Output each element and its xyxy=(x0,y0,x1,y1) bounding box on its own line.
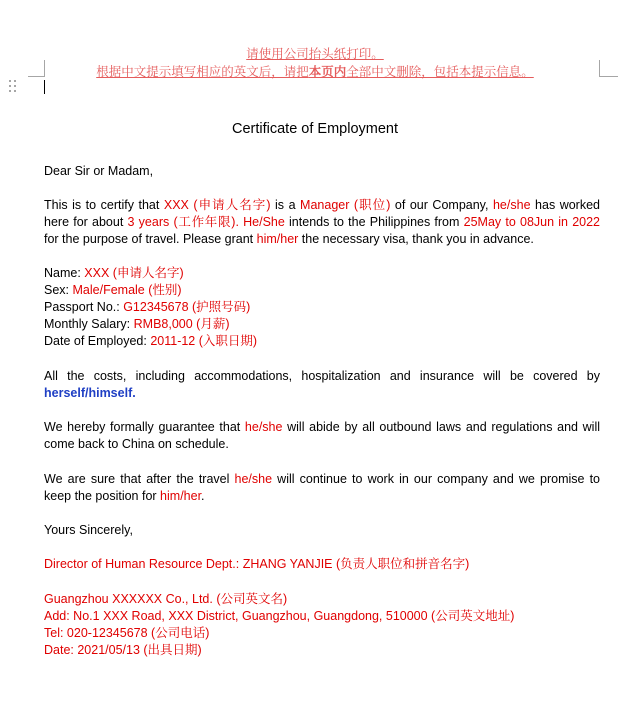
issue-date: Date: 2021/05/13 (出具日期) xyxy=(44,643,202,657)
cost-bearer-field: herself/himself. xyxy=(44,386,136,400)
text: All the costs, including accommodations, hospitalization and insurance will be covered by xyxy=(44,369,600,383)
signer: Director of Human Resource Dept.: ZHANG YANJIE (负责人职位和拼音名字) xyxy=(44,557,470,571)
pronoun-field: he/she xyxy=(492,198,531,212)
text: will continue to work in our company and we promise to keep the position for xyxy=(44,472,600,503)
text: the necessary visa, thank you in advance. xyxy=(298,232,534,246)
text: We are sure that after the travel xyxy=(44,472,235,486)
company-address: Add: No.1 XXX Road, XXX District, Guangzhou, Guangdong, 510000 (公司英文地址) xyxy=(44,609,515,623)
document-title: Certificate of Employment xyxy=(231,121,398,137)
position-field: Manager (职位) xyxy=(300,198,391,212)
text: intends to the Philippines from xyxy=(284,215,464,229)
paragraph-certify xyxy=(44,197,600,248)
field-passport xyxy=(44,299,600,316)
paragraph-position xyxy=(44,471,600,505)
hint-line-1: 请使用公司抬头纸打印。 xyxy=(246,47,384,61)
pronoun-field: he/she xyxy=(244,420,283,434)
closing: Yours Sincerely, xyxy=(44,523,133,537)
pronoun-field: him/her xyxy=(160,489,202,503)
text: has worked here for about xyxy=(44,198,601,229)
text: for the purpose of travel. Please grant xyxy=(44,232,257,246)
field-value: RMB8,000 (月薪) xyxy=(133,317,230,331)
employee-details xyxy=(44,265,600,350)
pronoun-field: he/she xyxy=(234,472,273,486)
company-tel: Tel: 020-12345678 (公司电话) xyxy=(44,626,210,640)
hint-line-2-bold: 本页内 xyxy=(308,65,347,79)
company-block xyxy=(44,591,600,659)
travel-dates-field: 25May to 08Jun in 2022 xyxy=(463,215,601,229)
applicant-name-field: XXX (申请人名字) xyxy=(163,198,271,212)
field-value: Male/Female (性别) xyxy=(72,283,182,297)
text: of our Company, xyxy=(390,198,493,212)
print-hint xyxy=(0,44,630,62)
text: . xyxy=(201,489,205,503)
text: will abide by all outbound laws and regulations and will come back to China on schedule. xyxy=(44,420,600,451)
field-value: 2011-12 (入职日期) xyxy=(150,334,258,348)
text: This is to certify that xyxy=(44,198,164,212)
field-value: G12345678 (护照号码) xyxy=(123,300,251,314)
text: We hereby formally guarantee that xyxy=(44,420,245,434)
years-field: 3 years (工作年限). He/She xyxy=(127,215,285,229)
field-label: Sex: xyxy=(44,283,73,297)
field-employed-date xyxy=(44,333,600,350)
paragraph-guarantee xyxy=(44,419,600,453)
hint-line-2-start: 根据中文提示填写相应的英文后，请把 xyxy=(96,65,309,79)
pronoun-field: him/her xyxy=(256,232,299,246)
text-cursor xyxy=(44,80,45,94)
field-label: Passport No.: xyxy=(44,300,124,314)
paragraph-costs xyxy=(44,368,600,402)
field-salary xyxy=(44,316,600,333)
field-name xyxy=(44,265,600,282)
field-sex xyxy=(44,282,600,299)
delete-hint xyxy=(0,62,630,80)
field-label: Date of Employed: xyxy=(44,334,151,348)
field-label: Name: xyxy=(44,266,85,280)
field-label: Monthly Salary: xyxy=(44,317,134,331)
company-name: Guangzhou XXXXXX Co., Ltd. (公司英文名) xyxy=(44,592,288,606)
text: is a xyxy=(270,198,301,212)
salutation: Dear Sir or Madam, xyxy=(44,164,154,178)
hint-line-2-end: 全部中文删除，包括本提示信息。 xyxy=(346,65,534,79)
drag-handle-icon[interactable] xyxy=(9,80,19,94)
field-value: XXX (申请人名字) xyxy=(84,266,184,280)
